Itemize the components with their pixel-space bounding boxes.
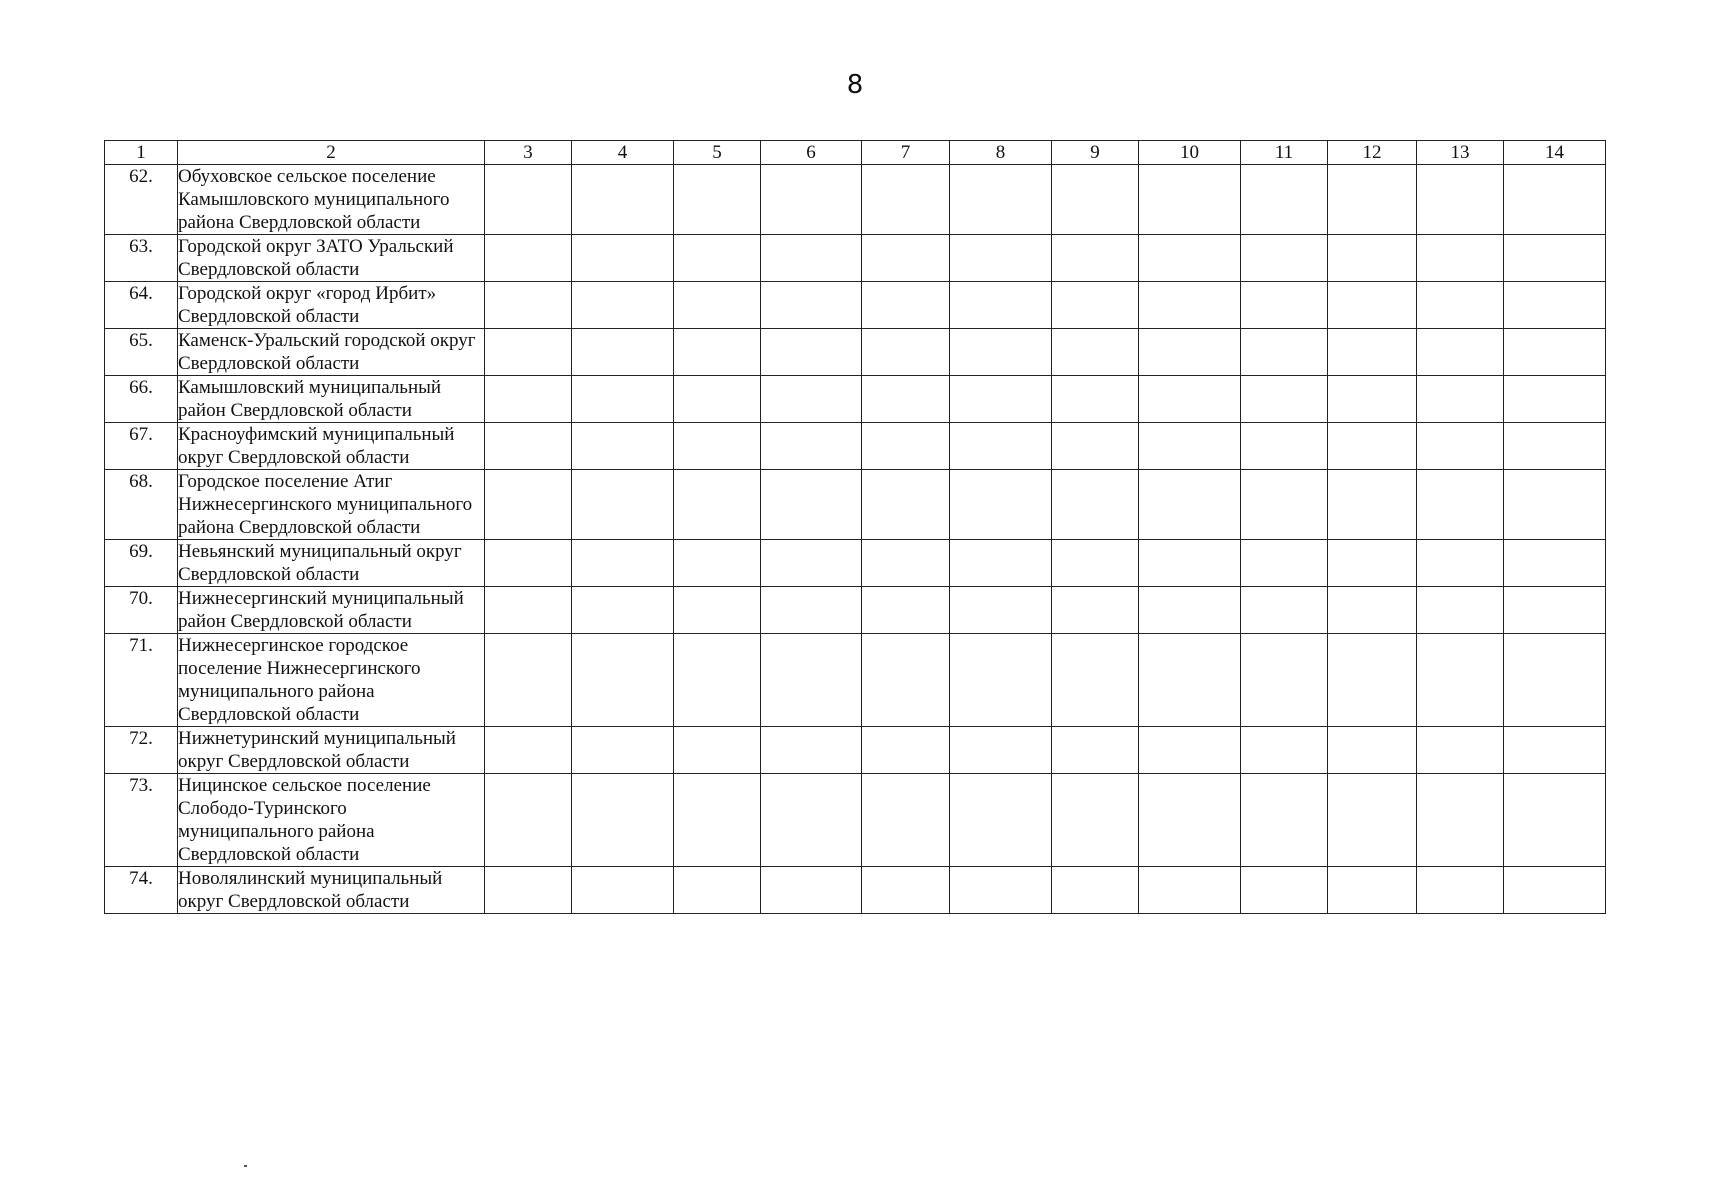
table-row	[105, 727, 1606, 774]
column-header-11: 11	[1241, 141, 1328, 165]
table-row	[105, 329, 1606, 376]
empty-cell-col-9	[1052, 470, 1139, 540]
table-row	[105, 282, 1606, 329]
empty-cell-col-7	[862, 587, 950, 634]
empty-cell-col-11	[1241, 470, 1328, 540]
empty-cell-col-10	[1139, 867, 1241, 914]
table-row	[105, 376, 1606, 423]
empty-cell-col-7	[862, 423, 950, 470]
table-row	[105, 470, 1606, 540]
empty-cell-col-3	[485, 470, 572, 540]
empty-cell-col-13	[1417, 540, 1504, 587]
empty-cell-col-13	[1417, 470, 1504, 540]
empty-cell-col-12	[1328, 282, 1417, 329]
empty-cell-col-6	[761, 165, 862, 235]
table-row	[105, 423, 1606, 470]
row-number-cell: 62.	[105, 165, 178, 235]
municipality-name-cell: Нижнесергинский муниципальный район Свердловской области	[178, 587, 485, 634]
empty-cell-col-5	[674, 329, 761, 376]
empty-cell-col-9	[1052, 774, 1139, 867]
empty-cell-col-3	[485, 329, 572, 376]
empty-cell-col-5	[674, 165, 761, 235]
row-number-cell: 67.	[105, 423, 178, 470]
empty-cell-col-14	[1504, 867, 1606, 914]
empty-cell-col-10	[1139, 634, 1241, 727]
empty-cell-col-3	[485, 867, 572, 914]
column-header-13: 13	[1417, 141, 1504, 165]
empty-cell-col-8	[950, 282, 1052, 329]
empty-cell-col-9	[1052, 727, 1139, 774]
empty-cell-col-14	[1504, 587, 1606, 634]
empty-cell-col-5	[674, 282, 761, 329]
empty-cell-col-13	[1417, 423, 1504, 470]
column-header-14: 14	[1504, 141, 1606, 165]
empty-cell-col-4	[572, 540, 674, 587]
empty-cell-col-13	[1417, 235, 1504, 282]
empty-cell-col-13	[1417, 282, 1504, 329]
empty-cell-col-12	[1328, 423, 1417, 470]
empty-cell-col-11	[1241, 587, 1328, 634]
empty-cell-col-9	[1052, 282, 1139, 329]
empty-cell-col-11	[1241, 423, 1328, 470]
row-number-cell: 69.	[105, 540, 178, 587]
empty-cell-col-14	[1504, 329, 1606, 376]
empty-cell-col-7	[862, 470, 950, 540]
empty-cell-col-7	[862, 727, 950, 774]
empty-cell-col-3	[485, 587, 572, 634]
empty-cell-col-14	[1504, 282, 1606, 329]
empty-cell-col-12	[1328, 376, 1417, 423]
empty-cell-col-7	[862, 867, 950, 914]
empty-cell-col-10	[1139, 282, 1241, 329]
empty-cell-col-3	[485, 282, 572, 329]
municipality-name-cell: Городской округ «город Ирбит» Свердловской области	[178, 282, 485, 329]
empty-cell-col-5	[674, 423, 761, 470]
row-number-cell: 70.	[105, 587, 178, 634]
empty-cell-col-9	[1052, 329, 1139, 376]
empty-cell-col-4	[572, 423, 674, 470]
empty-cell-col-8	[950, 587, 1052, 634]
column-header-1: 1	[105, 141, 178, 165]
empty-cell-col-12	[1328, 867, 1417, 914]
empty-cell-col-14	[1504, 634, 1606, 727]
empty-cell-col-5	[674, 376, 761, 423]
column-header-8: 8	[950, 141, 1052, 165]
empty-cell-col-10	[1139, 587, 1241, 634]
empty-cell-col-8	[950, 423, 1052, 470]
empty-cell-col-3	[485, 376, 572, 423]
empty-cell-col-6	[761, 329, 862, 376]
empty-cell-col-8	[950, 376, 1052, 423]
empty-cell-col-13	[1417, 329, 1504, 376]
empty-cell-col-4	[572, 165, 674, 235]
empty-cell-col-3	[485, 774, 572, 867]
empty-cell-col-4	[572, 329, 674, 376]
column-header-9: 9	[1052, 141, 1139, 165]
empty-cell-col-5	[674, 634, 761, 727]
column-header-12: 12	[1328, 141, 1417, 165]
municipality-name-cell: Ницинское сельское поселение Слободо-Туринского муниципального района Свердловской области	[178, 774, 485, 867]
empty-cell-col-3	[485, 540, 572, 587]
empty-cell-col-10	[1139, 540, 1241, 587]
empty-cell-col-10	[1139, 470, 1241, 540]
empty-cell-col-12	[1328, 165, 1417, 235]
empty-cell-col-8	[950, 540, 1052, 587]
empty-cell-col-5	[674, 235, 761, 282]
empty-cell-col-5	[674, 540, 761, 587]
empty-cell-col-12	[1328, 329, 1417, 376]
empty-cell-col-3	[485, 165, 572, 235]
municipality-name-cell: Красноуфимский муниципальный округ Свердловской области	[178, 423, 485, 470]
empty-cell-col-6	[761, 587, 862, 634]
column-header-3: 3	[485, 141, 572, 165]
empty-cell-col-6	[761, 727, 862, 774]
municipality-name-cell: Городской округ ЗАТО Уральский Свердловской области	[178, 235, 485, 282]
empty-cell-col-4	[572, 282, 674, 329]
table-body	[105, 165, 1606, 914]
empty-cell-col-13	[1417, 587, 1504, 634]
empty-cell-col-5	[674, 727, 761, 774]
empty-cell-col-10	[1139, 235, 1241, 282]
municipality-name-cell: Городское поселение Атиг Нижнесергинского муниципального района Свердловской области	[178, 470, 485, 540]
empty-cell-col-9	[1052, 587, 1139, 634]
empty-cell-col-5	[674, 470, 761, 540]
table-header	[105, 141, 1606, 165]
empty-cell-col-4	[572, 867, 674, 914]
table-row	[105, 774, 1606, 867]
empty-cell-col-12	[1328, 774, 1417, 867]
municipality-name-cell: Новолялинский муниципальный округ Свердловской области	[178, 867, 485, 914]
empty-cell-col-4	[572, 587, 674, 634]
empty-cell-col-12	[1328, 470, 1417, 540]
empty-cell-col-5	[674, 587, 761, 634]
municipality-name-cell: Камышловский муниципальный район Свердловской области	[178, 376, 485, 423]
empty-cell-col-14	[1504, 423, 1606, 470]
empty-cell-col-7	[862, 235, 950, 282]
empty-cell-col-8	[950, 867, 1052, 914]
empty-cell-col-10	[1139, 376, 1241, 423]
empty-cell-col-10	[1139, 774, 1241, 867]
empty-cell-col-4	[572, 470, 674, 540]
empty-cell-col-14	[1504, 774, 1606, 867]
municipality-name-cell: Каменск-Уральский городской округ Свердловской области	[178, 329, 485, 376]
municipality-name-cell: Невьянский муниципальный округ Свердловской области	[178, 540, 485, 587]
empty-cell-col-6	[761, 774, 862, 867]
empty-cell-col-11	[1241, 867, 1328, 914]
column-header-5: 5	[674, 141, 761, 165]
empty-cell-col-6	[761, 282, 862, 329]
row-number-cell: 64.	[105, 282, 178, 329]
header-row	[105, 141, 1606, 165]
empty-cell-col-11	[1241, 540, 1328, 587]
row-number-cell: 73.	[105, 774, 178, 867]
empty-cell-col-9	[1052, 540, 1139, 587]
table-row	[105, 165, 1606, 235]
empty-cell-col-11	[1241, 774, 1328, 867]
table-row	[105, 540, 1606, 587]
column-header-7: 7	[862, 141, 950, 165]
column-header-10: 10	[1139, 141, 1241, 165]
empty-cell-col-8	[950, 774, 1052, 867]
row-number-cell: 72.	[105, 727, 178, 774]
empty-cell-col-13	[1417, 774, 1504, 867]
empty-cell-col-7	[862, 329, 950, 376]
empty-cell-col-3	[485, 727, 572, 774]
empty-cell-col-4	[572, 376, 674, 423]
empty-cell-col-7	[862, 634, 950, 727]
row-number-cell: 71.	[105, 634, 178, 727]
scan-artifact	[244, 1165, 247, 1167]
empty-cell-col-6	[761, 634, 862, 727]
empty-cell-col-11	[1241, 634, 1328, 727]
empty-cell-col-9	[1052, 423, 1139, 470]
empty-cell-col-9	[1052, 867, 1139, 914]
column-header-2: 2	[178, 141, 485, 165]
table-row	[105, 587, 1606, 634]
empty-cell-col-11	[1241, 376, 1328, 423]
empty-cell-col-11	[1241, 727, 1328, 774]
municipalities-table	[104, 140, 1606, 914]
empty-cell-col-6	[761, 470, 862, 540]
empty-cell-col-8	[950, 470, 1052, 540]
empty-cell-col-7	[862, 282, 950, 329]
empty-cell-col-13	[1417, 867, 1504, 914]
municipality-name-cell: Обуховское сельское поселение Камышловского муниципального района Свердловской области	[178, 165, 485, 235]
empty-cell-col-8	[950, 634, 1052, 727]
empty-cell-col-11	[1241, 235, 1328, 282]
empty-cell-col-3	[485, 423, 572, 470]
empty-cell-col-5	[674, 774, 761, 867]
empty-cell-col-12	[1328, 727, 1417, 774]
empty-cell-col-12	[1328, 235, 1417, 282]
empty-cell-col-13	[1417, 634, 1504, 727]
empty-cell-col-10	[1139, 165, 1241, 235]
row-number-cell: 74.	[105, 867, 178, 914]
empty-cell-col-10	[1139, 329, 1241, 376]
empty-cell-col-12	[1328, 587, 1417, 634]
empty-cell-col-11	[1241, 165, 1328, 235]
row-number-cell: 68.	[105, 470, 178, 540]
empty-cell-col-14	[1504, 165, 1606, 235]
empty-cell-col-6	[761, 540, 862, 587]
empty-cell-col-11	[1241, 329, 1328, 376]
empty-cell-col-9	[1052, 165, 1139, 235]
empty-cell-col-13	[1417, 165, 1504, 235]
empty-cell-col-10	[1139, 423, 1241, 470]
empty-cell-col-7	[862, 165, 950, 235]
table-row	[105, 235, 1606, 282]
row-number-cell: 65.	[105, 329, 178, 376]
empty-cell-col-4	[572, 727, 674, 774]
empty-cell-col-13	[1417, 376, 1504, 423]
empty-cell-col-6	[761, 376, 862, 423]
empty-cell-col-13	[1417, 727, 1504, 774]
empty-cell-col-6	[761, 235, 862, 282]
municipality-name-cell: Нижнетуринский муниципальный округ Свердловской области	[178, 727, 485, 774]
empty-cell-col-12	[1328, 540, 1417, 587]
empty-cell-col-5	[674, 867, 761, 914]
empty-cell-col-8	[950, 329, 1052, 376]
empty-cell-col-9	[1052, 376, 1139, 423]
empty-cell-col-14	[1504, 470, 1606, 540]
empty-cell-col-8	[950, 235, 1052, 282]
empty-cell-col-14	[1504, 727, 1606, 774]
empty-cell-col-14	[1504, 376, 1606, 423]
empty-cell-col-9	[1052, 634, 1139, 727]
page-number: 8	[846, 70, 864, 100]
empty-cell-col-7	[862, 540, 950, 587]
empty-cell-col-3	[485, 634, 572, 727]
column-header-6: 6	[761, 141, 862, 165]
empty-cell-col-14	[1504, 540, 1606, 587]
table-row	[105, 867, 1606, 914]
empty-cell-col-9	[1052, 235, 1139, 282]
empty-cell-col-11	[1241, 282, 1328, 329]
column-header-4: 4	[572, 141, 674, 165]
empty-cell-col-6	[761, 423, 862, 470]
empty-cell-col-12	[1328, 634, 1417, 727]
row-number-cell: 66.	[105, 376, 178, 423]
empty-cell-col-7	[862, 774, 950, 867]
row-number-cell: 63.	[105, 235, 178, 282]
empty-cell-col-4	[572, 774, 674, 867]
empty-cell-col-8	[950, 727, 1052, 774]
empty-cell-col-4	[572, 634, 674, 727]
empty-cell-col-8	[950, 165, 1052, 235]
empty-cell-col-7	[862, 376, 950, 423]
empty-cell-col-3	[485, 235, 572, 282]
municipality-name-cell: Нижнесергинское городское поселение Нижнесергинского муниципального района Свердловской области	[178, 634, 485, 727]
table-row	[105, 634, 1606, 727]
empty-cell-col-14	[1504, 235, 1606, 282]
empty-cell-col-6	[761, 867, 862, 914]
empty-cell-col-10	[1139, 727, 1241, 774]
empty-cell-col-4	[572, 235, 674, 282]
